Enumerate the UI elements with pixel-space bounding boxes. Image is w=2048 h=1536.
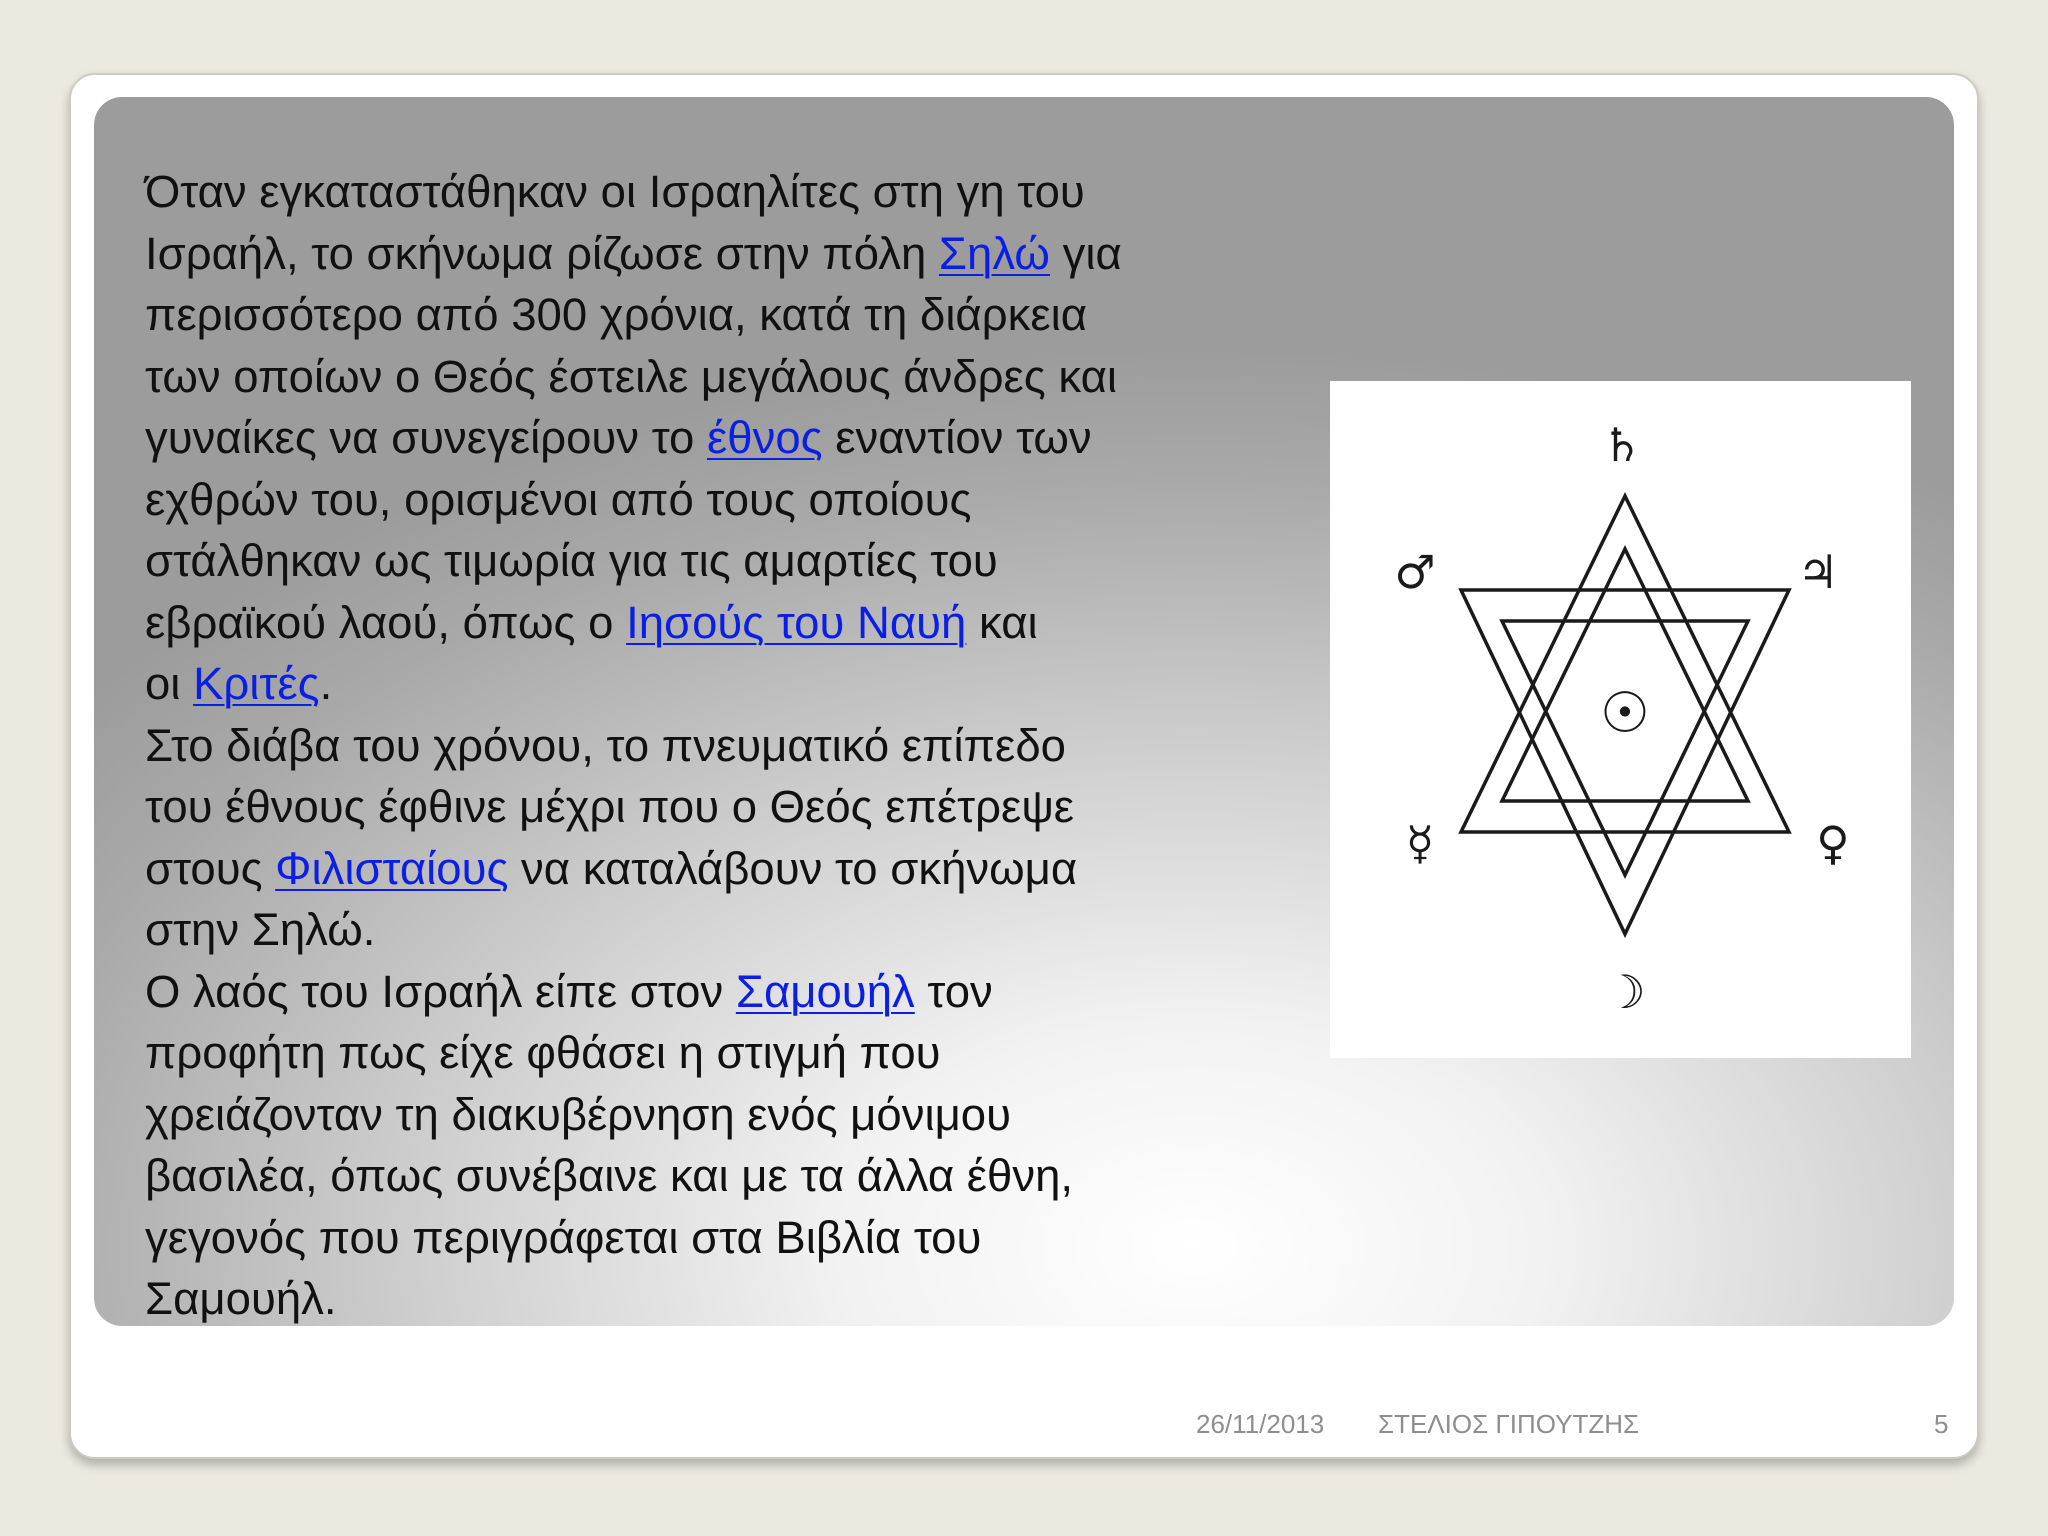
venus-symbol: ♀: [1816, 816, 1850, 870]
text-span: περισσότερο από 300 χρόνια, κατά τη διάρκεια: [145, 289, 1088, 340]
text-span: εβραϊκού λαού, όπως ο: [145, 596, 627, 648]
mars-symbol: ♂: [1394, 545, 1436, 599]
text-span: στάλθηκαν ως τιμωρία για τις αμαρτίες του: [145, 535, 998, 586]
text-span: Σαμουήλ.: [145, 1273, 337, 1324]
hexagram-down-inner: [1502, 621, 1748, 875]
text-line: [145, 1268, 1285, 1330]
text-line: [145, 346, 1285, 408]
text-line: [145, 1145, 1285, 1207]
text-span: βασιλέα, όπως συνέβαινε και με τα άλλα έθνη,: [145, 1150, 1074, 1201]
text-span: για: [1049, 227, 1122, 279]
text-span: εχθρών του, ορισμένοι από τους οποίους: [145, 473, 972, 525]
text-line: [145, 161, 1285, 223]
hexagram-image: [1330, 381, 1911, 1058]
link-judges[interactable]: Κριτές: [193, 658, 320, 709]
link-philistines[interactable]: Φιλισταίους: [275, 842, 509, 894]
text-span: Ο λαός του Ισραήλ είπε στον: [145, 965, 736, 1017]
text-span: τον: [914, 965, 993, 1017]
text-span: εναντίον των: [822, 412, 1092, 463]
text-line: [145, 653, 1285, 715]
sun-symbol: ☉: [1599, 681, 1651, 746]
text-line: [145, 715, 1285, 777]
text-span: Στο διάβα του χρόνου, το πνευματικό επίπεδο: [145, 719, 1066, 771]
text-line: [145, 961, 1285, 1023]
text-line: [145, 284, 1285, 346]
footer-date: 26/11/2013: [1196, 1409, 1325, 1439]
slide-body-text: [145, 161, 1285, 1330]
text-span: να καταλάβουν το σκήνωμα: [508, 842, 1078, 894]
text-span: γυναίκες να συνεγείρουν το: [145, 412, 707, 463]
text-line: [145, 776, 1285, 838]
hexagram-planet-symbols-icon: [1330, 381, 1911, 1058]
text-line: [145, 899, 1285, 961]
text-span: .: [319, 658, 333, 709]
text-span: χρειάζονταν τη διακυβέρνηση ενός μόνιμου: [145, 1088, 1011, 1140]
link-shiloh[interactable]: Σηλώ: [938, 227, 1050, 279]
text-span: οι: [145, 658, 194, 709]
text-span: των οποίων ο Θεός έστειλε μεγάλους άνδρες και: [145, 350, 1117, 402]
text-span: του έθνους έφθινε μέχρι που ο Θεός επέτρεψε: [145, 781, 1075, 832]
text-line: [145, 592, 1285, 654]
text-line: [145, 838, 1285, 900]
link-nation[interactable]: έθνος: [706, 412, 823, 463]
link-joshua[interactable]: Ιησούς του Ναυή: [626, 596, 967, 648]
footer-page-number: 5: [1934, 1409, 1949, 1439]
jupiter-symbol: ♃: [1797, 545, 1839, 599]
text-line: [145, 407, 1285, 469]
text-line: [145, 1207, 1285, 1269]
text-line: [145, 1084, 1285, 1146]
mercury-symbol: ☿: [1405, 816, 1435, 870]
link-samuel[interactable]: Σαμουήλ: [735, 965, 915, 1017]
text-span: στην Σηλώ.: [145, 904, 376, 955]
footer-author: ΣΤΕΛΙΟΣ ΓΙΠΟΥΤΖΗΣ: [1378, 1409, 1640, 1439]
text-span: στους: [145, 842, 276, 894]
text-line: [145, 469, 1285, 531]
text-line: [145, 530, 1285, 592]
text-line: [145, 1022, 1285, 1084]
text-span: Ισραήλ, το σκήνωμα ρίζωσε στην πόλη: [145, 227, 939, 279]
moon-symbol: ☽: [1604, 965, 1646, 1019]
saturn-symbol: ♄: [1601, 418, 1643, 472]
text-line: [145, 223, 1285, 285]
text-span: Όταν εγκαταστάθηκαν οι Ισραηλίτες στη γη του: [145, 166, 1085, 217]
text-span: γεγονός που περιγράφεται στα Βιβλία του: [145, 1211, 982, 1263]
text-span: και: [966, 596, 1038, 648]
text-span: προφήτη πως είχε φθάσει η στιγμή που: [145, 1027, 941, 1078]
